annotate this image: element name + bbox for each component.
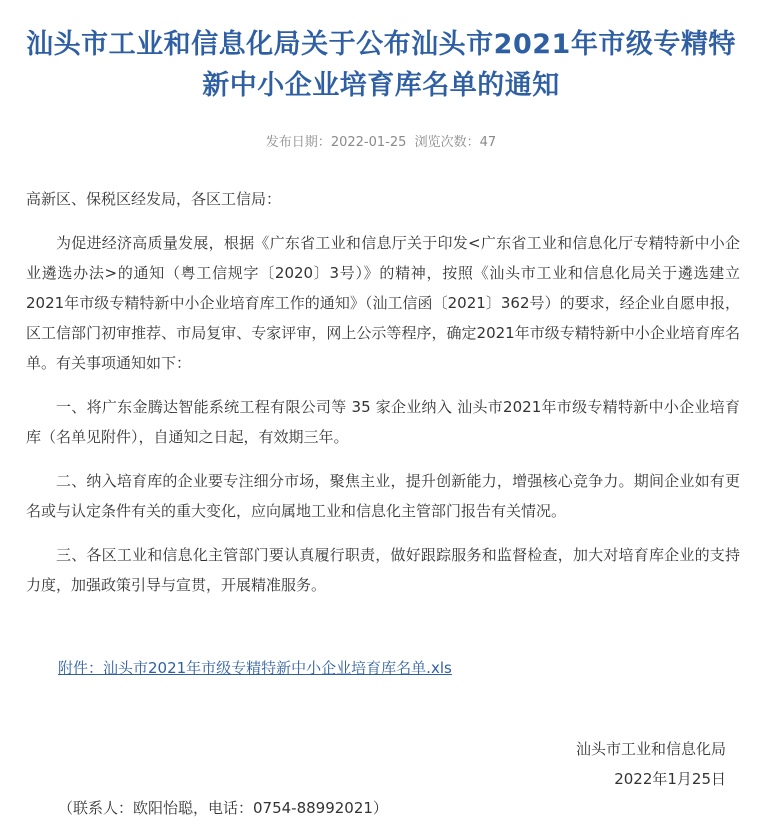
page-title: 汕头市工业和信息化局关于公布汕头市2021年市级专精特新中小企业培育库名单的通知 — [26, 29, 736, 101]
paragraph-item-1: 一、将广东金腾达智能系统工程有限公司等 35 家企业纳入 汕头市2021年市级专精特新中小企业培育库（名单见附件），自通知之日起，有效期三年。 — [26, 398, 740, 446]
attachment-link[interactable]: 附件：汕头市2021年市级专精特新中小企业培育库名单.xls — [58, 659, 452, 677]
signature-date: 2022年1月25日 — [614, 770, 726, 788]
salutation: 高新区、保税区经发局，各区工信局： — [26, 190, 282, 208]
signature-org: 汕头市工业和信息化局 — [575, 740, 726, 758]
article-meta — [0, 133, 762, 153]
paragraph-item-3: 三、各区工业和信息化主管部门要认真履行职责，做好跟踪服务和监督检查，加大对培育库企业的支持力度，加强政策引导与宣贯，开展精准服务。 — [26, 546, 740, 594]
view-count-label: 浏览次数： — [414, 135, 480, 150]
paragraph-item-2: 二、纳入培育库的企业要专注细分市场，聚焦主业，提升创新能力，增强核心竞争力。期间企业如有更名或与认定条件有关的重大变化，应向属地工业和信息化主管部门报告有关情况。 — [26, 472, 740, 520]
view-count: 47 — [479, 135, 497, 150]
publish-date-label: 发布日期： — [265, 135, 331, 150]
article-body — [26, 184, 740, 614]
paragraph-intro: 为促进经济高质量发展，根据《广东省工业和信息厅关于印发<广东省工业和信息化厅专精特新中小企业遴选办法>的通知（粤工信规字〔2020〕3号）》的精神，按照《汕头市工业和信息化局关于遴选建立2021年市级专精特新中小企业培育库工作的通知》（汕工信函〔2021〕362号）的要求，经企业自愿申报，区工信部门初审推荐、市局复审、专家评审，网上公示等程序，确定2021年市级专精特新中小企业培育库名单。有关事项通知如下： — [26, 234, 740, 372]
publish-date: 2022-01-25 — [330, 135, 407, 150]
contact-info: （联系人：欧阳怡聪，电话：0754-88992021） — [58, 799, 388, 817]
